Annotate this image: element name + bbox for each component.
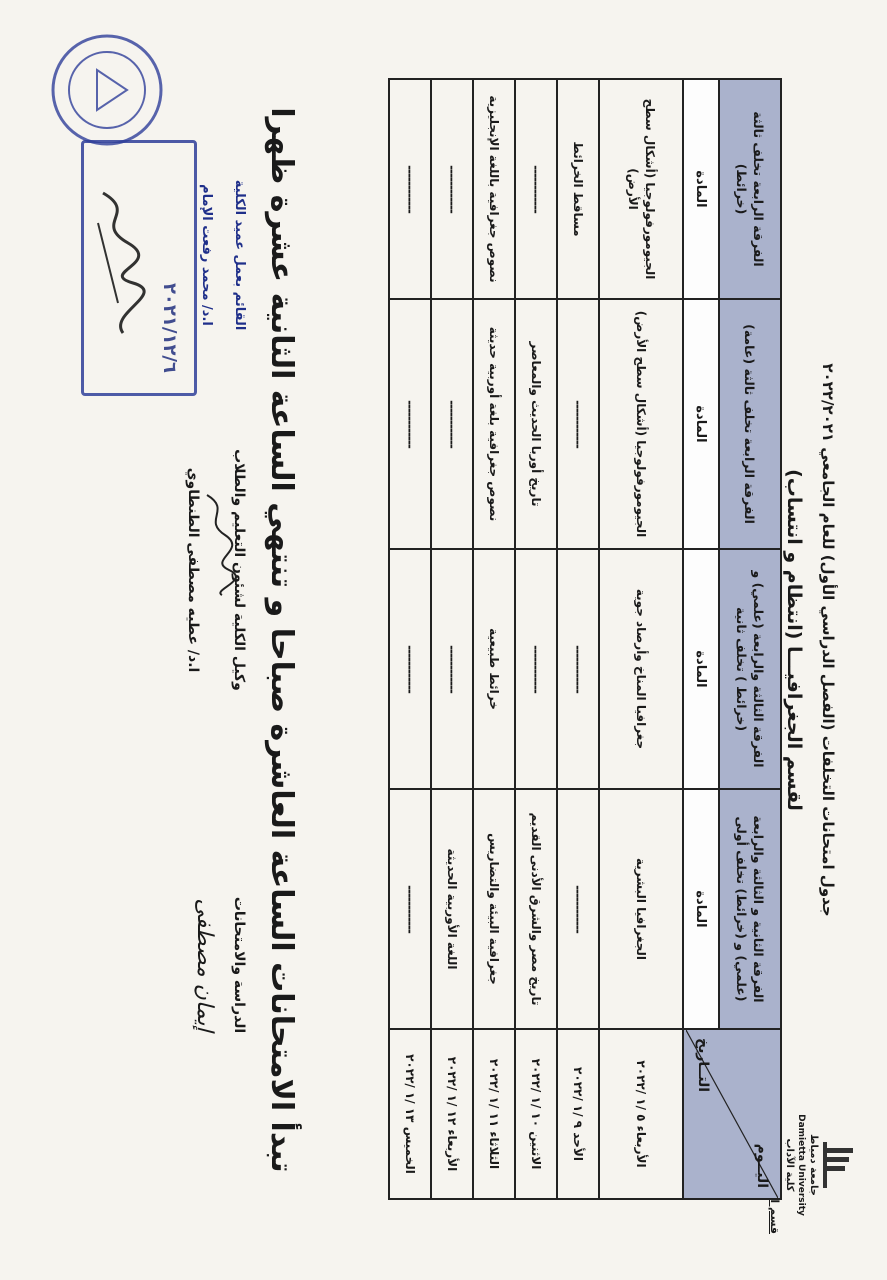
subject-cell: مساقط الخرائط: [557, 79, 599, 299]
table-row: [599, 79, 683, 1199]
group-header: الفرقة الثالثة والرابعة (علمي) و (خرائط ) تخلف ثانية: [719, 549, 781, 789]
subject-cell: الجيومورفولوجيا (أشكال سطح الأرض): [599, 79, 683, 299]
university-name: جامعة دمياط: [808, 1134, 819, 1196]
subject-cell: الجيومورفولوجيا (أشكال سطح الأرض): [599, 299, 683, 549]
faculty-seal-icon: [47, 30, 167, 150]
document-title: جدول امتحانات التخلفات (الفصل الدراسي الأول) للعام الجامعي ٢٠٢٢/٢٠٢١: [819, 363, 837, 917]
table-row: [389, 79, 431, 1199]
document-subtitle: لقسم الجغرافيـــا (انتظام و انتساب): [783, 469, 805, 811]
signature-role: القائم بعمل عميد الكلية: [232, 179, 247, 331]
university-name-en: Damietta University: [796, 1114, 806, 1216]
subject-header: المادة: [683, 789, 719, 1029]
exam-date-cell: الخميس ١٣ /١ /٢٠٢٢: [389, 1029, 431, 1199]
dean-signature: [199, 110, 247, 400]
subject-cell: ------------: [557, 789, 599, 1029]
subject-header: المادة: [683, 299, 719, 549]
handwritten-signature-icon: [197, 490, 237, 600]
signature-role: وكيل الكلية لشئون التعليم والطلاب: [231, 449, 247, 691]
exam-schedule-table: [388, 78, 782, 1200]
exam-date-cell: الثلاثاء ١١ /١ /٢٠٢٢: [473, 1029, 515, 1199]
exam-date-cell: الاثنين ١٠ /١ /٢٠٢٢: [515, 1029, 557, 1199]
day-column-label: اليــوم: [754, 1143, 770, 1188]
group-header: الفرقة الرابعة تخلف ثالثة (عامة): [719, 299, 781, 549]
stamp-date: ٢٠٢١/١٢/٦: [159, 282, 180, 373]
subject-cell: جغرافيا المناخ وأرصاد جوية: [599, 549, 683, 789]
subject-cell: ------------: [557, 299, 599, 549]
exam-date-cell: الأربعاء ٥ /١ /٢٠٢٢: [599, 1029, 683, 1199]
table-header-row: [719, 79, 781, 1199]
subject-cell: جغرافية البيئة والتضاريس: [473, 789, 515, 1029]
subject-cell: ------------: [515, 79, 557, 299]
subject-cell: تاريخ أوربا الحديث والمعاصر: [515, 299, 557, 549]
exam-date-cell: الأربعاء ١٢ /١ /٢٠٢٢: [431, 1029, 473, 1199]
exams-office-signature: [192, 865, 247, 1065]
subject-header: المادة: [683, 79, 719, 299]
group-header: الفرقة الثانية و الثالثة والرابعة (علمي) و (خرائط) تخلف أولى: [719, 789, 781, 1029]
subject-cell: ------------: [389, 299, 431, 549]
signature-name: إيمان مصطفى: [192, 898, 217, 1032]
exam-time-note: تبدأ الامتحانات الساعة العاشرة صباحا و تنتهي الساعة الثانية عشرة ظهرا: [264, 107, 299, 1173]
signature-name: ا.د/ محمد رفعت الإمام: [199, 184, 214, 326]
subject-cell: اللغة الأوربية الحديثة: [431, 789, 473, 1029]
table-row: [515, 79, 557, 1199]
subject-cell: ------------: [557, 549, 599, 789]
subject-cell: ------------: [515, 549, 557, 789]
table-row: [473, 79, 515, 1199]
subject-cell: ------------: [389, 79, 431, 299]
group-header: الفرقة الرابعة تخلف ثالثة (خرائط): [719, 79, 781, 299]
subject-cell: خرائط طبيعية: [473, 549, 515, 789]
subject-cell: ------------: [389, 549, 431, 789]
handwritten-signature-icon: [88, 183, 148, 343]
subject-cell: الجغرافيا البشرية: [599, 789, 683, 1029]
exam-date-cell: الأحد ٩ /١ /٢٠٢٢: [557, 1029, 599, 1199]
faculty-name: كلية الآداب: [784, 1138, 795, 1192]
signature-name: ا.د/ عطيه مصطفى الطنطاوي: [185, 467, 201, 673]
subject-cell: ------------: [431, 79, 473, 299]
subject-cell: تاريخ مصر والشرق الأدنى القديم: [515, 789, 557, 1029]
table-row: [557, 79, 599, 1199]
subject-cell: ------------: [431, 549, 473, 789]
signature-role: الدراسة والامتحانات: [231, 896, 247, 1034]
subject-cell: ------------: [431, 299, 473, 549]
dean-stamp: [81, 140, 197, 396]
date-column-label: التــاريخ: [695, 1038, 711, 1093]
subject-cell: نصوص جغرافية بلغة أوربية حديثة: [473, 299, 515, 549]
table-row: [431, 79, 473, 1199]
subject-header: المادة: [683, 549, 719, 789]
header-corner-cell: [683, 1029, 781, 1199]
vice-dean-signature: [185, 420, 247, 720]
subject-cell: نصوص جغرافية باللغة الإنجليزية: [473, 79, 515, 299]
subject-cell: ------------: [389, 789, 431, 1029]
